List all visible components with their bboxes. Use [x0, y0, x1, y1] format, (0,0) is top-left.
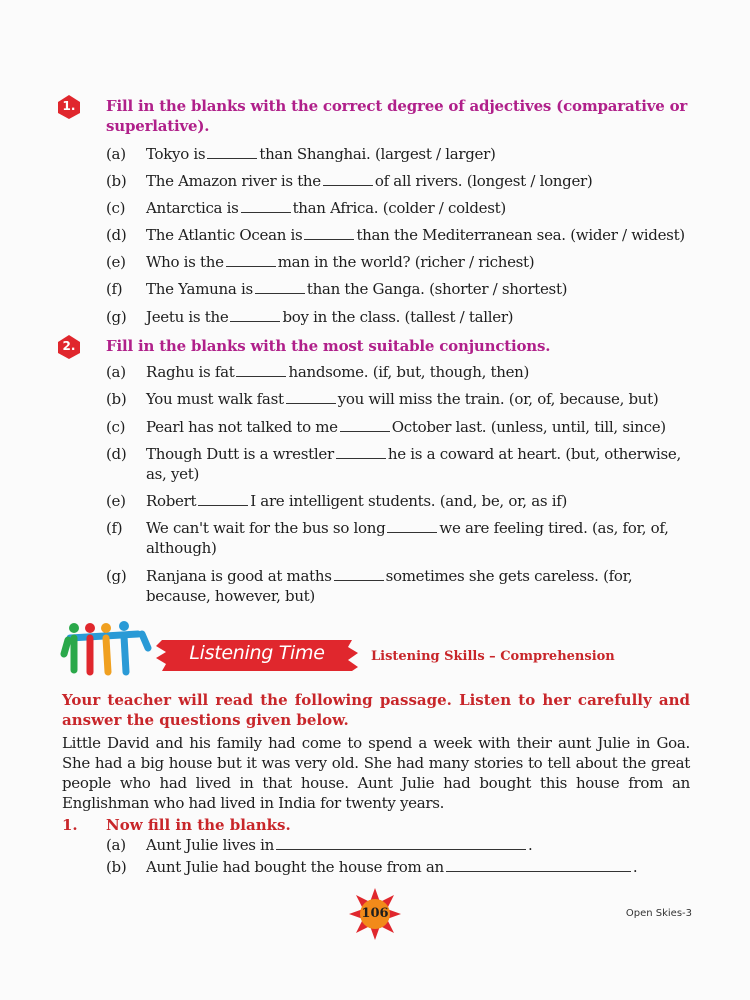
- exercise2-item-label: (f): [106, 519, 123, 537]
- exercise2-item-label: (c): [106, 418, 126, 436]
- exercise2-item-before: You must walk fast: [146, 390, 284, 408]
- listening-question-number: 1.: [62, 816, 78, 834]
- exercise2-item-after: you will miss the train. (or, of, because, but): [337, 390, 659, 408]
- exercise2-item-label: (d): [106, 445, 127, 463]
- exercise1-item-before: Tokyo is: [146, 145, 206, 163]
- exercise2-number: 2.: [62, 339, 76, 353]
- exercise2-item-label: (g): [106, 567, 127, 585]
- exercise1-item-label: (a): [106, 145, 126, 163]
- exercise2-item-text: [146, 518, 691, 558]
- exercise1-item-before: Who is the: [146, 253, 224, 271]
- listening-item-prompt: Aunt Julie lives in: [146, 836, 275, 854]
- answer-blank[interactable]: [334, 567, 384, 581]
- exercise1-item-text: [146, 225, 691, 245]
- answer-blank[interactable]: [276, 836, 526, 850]
- exercise2-item-label: (b): [106, 390, 127, 408]
- exercise2-item-before: We can't wait for the bus so long: [146, 519, 386, 537]
- exercise1-instruction-line1: Fill in the blanks with the correct degree of adjectives (comparative or: [106, 97, 688, 115]
- exercise2-item-label: (a): [106, 363, 126, 381]
- exercise1-item-text: [146, 171, 691, 191]
- exercise2-item-after: handsome. (if, but, though, then): [288, 363, 530, 381]
- answer-blank[interactable]: [255, 280, 305, 294]
- exercise2-item-after: sometimes she gets careless. (for,: [385, 567, 633, 585]
- exercise2-item-before: Ranjana is good at maths: [146, 567, 332, 585]
- exercise1-item-after: boy in the class. (tallest / taller): [282, 308, 514, 326]
- exercise1-item-text: [146, 307, 691, 327]
- exercise1-item-label: (f): [106, 280, 123, 298]
- exercise1-item-before: The Yamuna is: [146, 280, 253, 298]
- exercise2-item-after: October last. (unless, until, till, since): [391, 418, 666, 436]
- listening-item-text: Aunt Julie lives in .: [146, 836, 533, 854]
- book-title: Open Skies-3: [625, 908, 692, 919]
- answer-blank[interactable]: [230, 308, 280, 322]
- answer-blank[interactable]: [198, 492, 248, 506]
- answer-blank[interactable]: [323, 172, 373, 186]
- page-number: 106: [361, 906, 389, 921]
- exercise2-item-text: [146, 491, 691, 511]
- exercise1-item-label: (e): [106, 253, 126, 271]
- children-holding-hands-icon: [60, 620, 152, 678]
- exercise2-instruction: Fill in the blanks with the most suitable conjunctions.: [106, 337, 551, 355]
- exercise2-item-label: (e): [106, 492, 126, 510]
- exercise2-item-continuation: although): [146, 539, 217, 557]
- exercise2-item-continuation: because, however, but): [146, 587, 315, 605]
- exercise1-item-after: than Africa. (colder / coldest): [292, 199, 506, 217]
- exercise1-item-after: man in the world? (richer / richest): [277, 253, 535, 271]
- exercise1-item-text: [146, 144, 691, 164]
- listening-item-label: (a): [106, 836, 126, 854]
- exercise1-instruction-line2: superlative).: [106, 117, 210, 135]
- exercise1-item-after: than Shanghai. (largest / larger): [259, 145, 496, 163]
- answer-blank[interactable]: [446, 858, 631, 872]
- listening-question-title: Now fill in the blanks.: [106, 816, 291, 834]
- exercise2-item-before: Robert: [146, 492, 197, 510]
- answer-blank[interactable]: [336, 445, 386, 459]
- listening-item-label: (b): [106, 858, 127, 876]
- exercise2-item-before: Pearl has not talked to me: [146, 418, 338, 436]
- exercise2-item-text: [146, 417, 691, 437]
- listening-item-text: Aunt Julie had bought the house from an .: [146, 858, 638, 876]
- exercise1-item-after: than the Ganga. (shorter / shortest): [306, 280, 568, 298]
- exercise1-item-after: of all rivers. (longest / longer): [374, 172, 593, 190]
- answer-blank[interactable]: [226, 253, 276, 267]
- exercise2-item-after: he is a coward at heart. (but, otherwise,: [387, 445, 681, 463]
- answer-blank[interactable]: [207, 145, 257, 159]
- exercise1-item-text: [146, 279, 691, 299]
- exercise1-item-after: than the Mediterranean sea. (wider / widest): [356, 226, 685, 244]
- exercise2-number-badge: [56, 334, 82, 360]
- answer-blank[interactable]: [340, 418, 390, 432]
- exercise1-number: 1.: [62, 99, 76, 113]
- exercise1-item-before: The Amazon river is the: [146, 172, 321, 190]
- exercise1-item-before: Jeetu is the: [146, 308, 229, 326]
- exercise2-item-text: [146, 362, 691, 382]
- exercise1-instruction: [106, 96, 687, 136]
- exercise1-item-before: The Atlantic Ocean is: [146, 226, 303, 244]
- answer-blank[interactable]: [387, 519, 437, 533]
- exercise2-item-before: Though Dutt is a wrestler: [146, 445, 334, 463]
- exercise1-item-label: (c): [106, 199, 126, 217]
- answer-blank[interactable]: [304, 226, 354, 240]
- answer-blank[interactable]: [286, 390, 336, 404]
- exercise2-item-text: [146, 444, 691, 484]
- listening-time-title: Listening Time: [189, 642, 325, 664]
- answer-blank[interactable]: [241, 199, 291, 213]
- listening-instruction: Your teacher will read the following passage. Listen to her carefully and answer the questions given below.: [62, 691, 690, 729]
- listening-passage: Little David and his family had come to spend a week with their aunt Julie in Goa. She had a big house but it was very old. She had many stories to tell about the great people who had lived in that house. Aunt Julie had bought this house from an Englishman who had lived in India for twenty years.: [62, 734, 690, 812]
- listening-skills-subtitle: Listening Skills – Comprehension: [371, 649, 615, 664]
- exercise2-item-before: Raghu is fat: [146, 363, 235, 381]
- exercise1-item-label: (d): [106, 226, 127, 244]
- exercise2-item-after: we are feeling tired. (as, for, of,: [439, 519, 669, 537]
- answer-blank[interactable]: [236, 363, 286, 377]
- exercise2-item-continuation: as, yet): [146, 465, 200, 483]
- exercise1-item-text: [146, 252, 691, 272]
- listening-item-prompt: Aunt Julie had bought the house from an: [146, 858, 444, 876]
- exercise1-item-label: (b): [106, 172, 127, 190]
- exercise2-item-text: [146, 389, 691, 409]
- exercise1-item-before: Antarctica is: [146, 199, 239, 217]
- exercise1-item-text: [146, 198, 691, 218]
- exercise1-number-badge: [56, 94, 82, 120]
- exercise2-item-text: [146, 566, 691, 606]
- exercise1-item-label: (g): [106, 308, 127, 326]
- exercise2-item-after: I are intelligent students. (and, be, or, as if): [250, 492, 568, 510]
